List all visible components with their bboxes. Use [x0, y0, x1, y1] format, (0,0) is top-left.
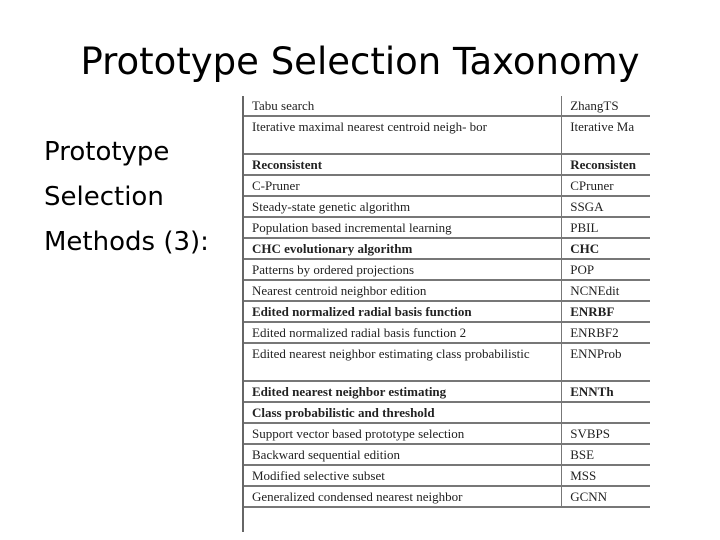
method-name-cell: C-Pruner [244, 175, 562, 196]
table-row [244, 259, 650, 280]
method-abbreviation-cell: CPruner [562, 175, 650, 196]
table-row [244, 280, 650, 301]
table-row [244, 196, 650, 217]
method-abbreviation-cell: ENRBF2 [562, 322, 650, 343]
table-row [244, 322, 650, 343]
taxonomy-table-image [242, 96, 650, 532]
table-row [244, 238, 650, 259]
body-line-2: Selection [44, 182, 164, 212]
method-abbreviation-cell: NCNEdit [562, 280, 650, 301]
method-abbreviation-cell: MSS [562, 465, 650, 486]
method-abbreviation-cell: CHC [562, 238, 650, 259]
table-row [244, 486, 650, 507]
slide-body-text [44, 130, 234, 265]
table-row [244, 154, 650, 175]
body-line-3: Methods (3): [44, 227, 209, 257]
method-abbreviation-cell: GCNN [562, 486, 650, 507]
method-abbreviation-cell: ENRBF [562, 301, 650, 322]
table-row [244, 423, 650, 444]
method-abbreviation-cell: PBIL [562, 217, 650, 238]
method-abbreviation-cell: SSGA [562, 196, 650, 217]
method-name-cell: Nearest centroid neighbor edition [244, 280, 562, 301]
method-abbreviation-cell: BSE [562, 444, 650, 465]
table-row [244, 444, 650, 465]
method-name-cell: Tabu search [244, 96, 562, 116]
method-name-cell: Population based incremental learning [244, 217, 562, 238]
method-name-cell: Edited normalized radial basis function [244, 301, 562, 322]
method-name-cell: Reconsistent [244, 154, 562, 175]
method-name-cell: Generalized condensed nearest neighbor [244, 486, 562, 507]
method-abbreviation-cell: Iterative Ma [562, 116, 650, 154]
method-name-cell: Edited nearest neighbor estimating [244, 381, 562, 402]
table-row [244, 343, 650, 381]
method-name-cell: Modified selective subset [244, 465, 562, 486]
method-abbreviation-cell: SVBPS [562, 423, 650, 444]
table-row [244, 402, 650, 423]
method-abbreviation-cell [562, 402, 650, 423]
method-abbreviation-cell: ENNProb [562, 343, 650, 381]
method-abbreviation-cell: Reconsisten [562, 154, 650, 175]
method-name-cell: Support vector based prototype selection [244, 423, 562, 444]
table-row [244, 96, 650, 116]
table-row [244, 465, 650, 486]
method-name-cell: CHC evolutionary algorithm [244, 238, 562, 259]
method-name-cell: Patterns by ordered projections [244, 259, 562, 280]
method-name-cell: Class probabilistic and threshold [244, 402, 562, 423]
method-name-cell: Edited nearest neighbor estimating class probabilistic [244, 343, 562, 381]
table-row [244, 175, 650, 196]
method-name-cell: Iterative maximal nearest centroid neigh- bor [244, 116, 562, 154]
taxonomy-table [244, 96, 650, 508]
table-row [244, 381, 650, 402]
method-abbreviation-cell: ENNTh [562, 381, 650, 402]
method-name-cell: Steady-state genetic algorithm [244, 196, 562, 217]
table-row [244, 116, 650, 154]
table-row [244, 301, 650, 322]
method-abbreviation-cell: POP [562, 259, 650, 280]
body-line-1: Prototype [44, 137, 170, 167]
taxonomy-table-body [244, 96, 650, 507]
method-name-cell: Backward sequential edition [244, 444, 562, 465]
method-abbreviation-cell: ZhangTS [562, 96, 650, 116]
table-row [244, 217, 650, 238]
method-name-cell: Edited normalized radial basis function 2 [244, 322, 562, 343]
slide-title: Prototype Selection Taxonomy [80, 40, 640, 83]
